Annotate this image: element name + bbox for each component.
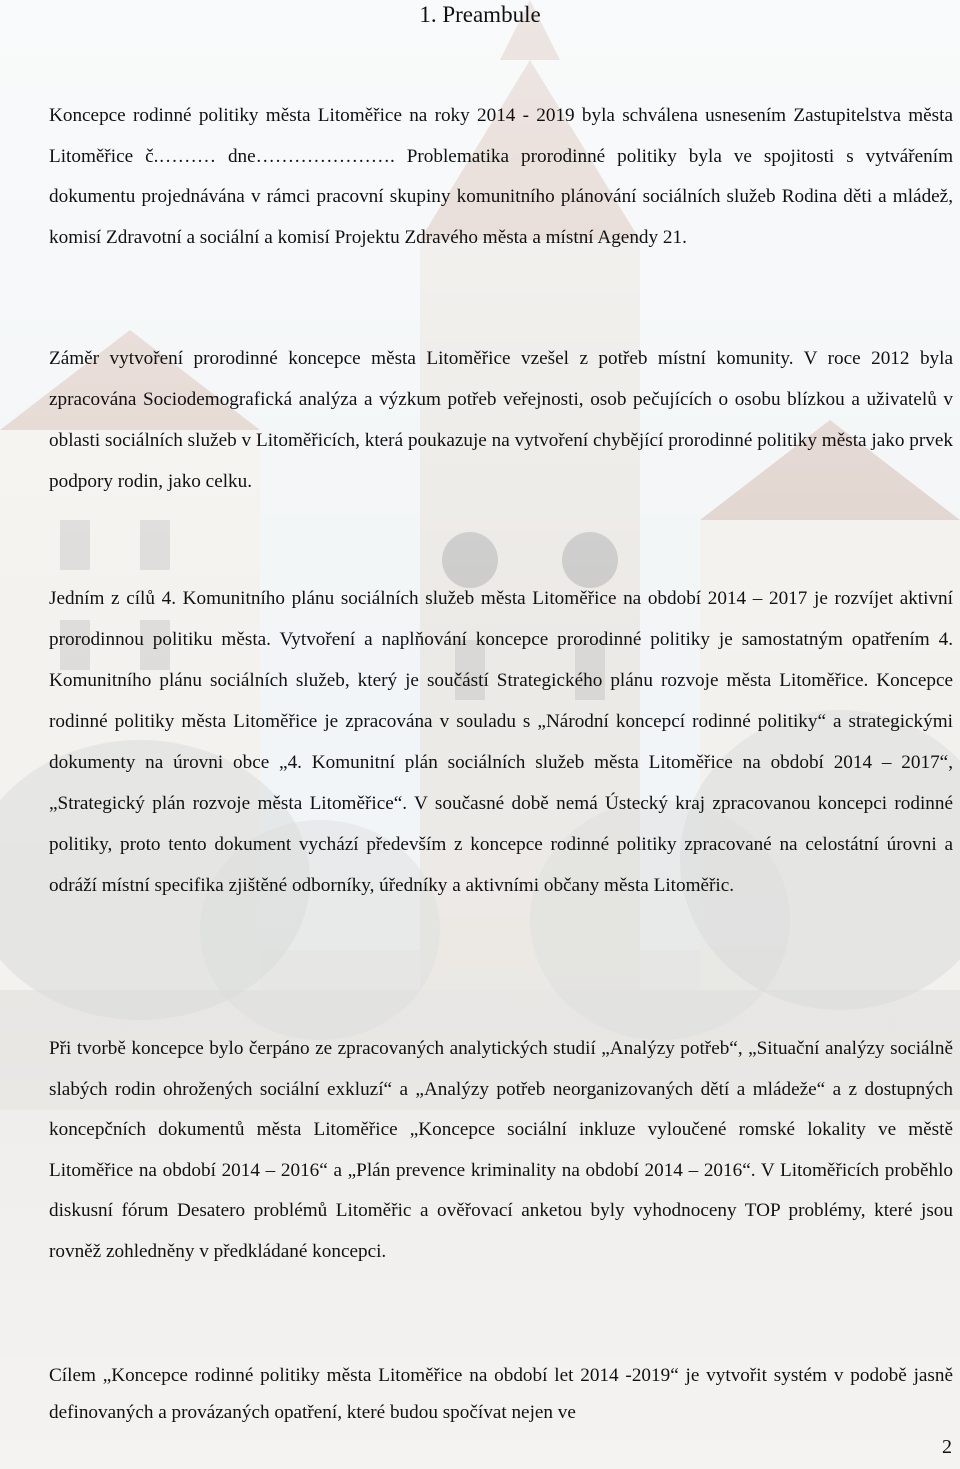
paragraph-1: Koncepce rodinné politiky města Litoměřice na roky 2014 - 2019 byla schválena usnesením Zastupitelstva města Litoměřice č.……… dne…………………. Problematika prorodinné politiky byla ve spojitosti s vytvářením dokumentu projednávána v rámci pracovní skupiny komunitního plánování sociálních služeb Rodina děti a mládež, komisí Zdravotní a sociální a komisí Projektu Zdravého města a místní Agendy 21. — [49, 105, 953, 248]
page-number: 2 — [942, 1436, 952, 1458]
section-heading: 1. Preambule — [419, 2, 541, 27]
paragraph-5: Cílem „Koncepce rodinné politiky města Litoměřice na období let 2014 -2019“ je vytvořit systém v podobě jasně definovaných a provázaných opatření, které budou spočívat nejen ve — [49, 1365, 953, 1423]
paragraph-4: Při tvorbě koncepce bylo čerpáno ze zpracovaných analytických studií „Analýzy potřeb“, „Situační analýzy sociálně slabých rodin ohrožených sociální exkluzí“ a „Analýzy potřeb neorganizovaných dětí a mládeže“ a z dostupných koncepčních dokumentů města Litoměřice „Koncepce sociální inkluze vyloučené romské lokality ve městě Litoměřice na období 2014 – 2016“ a „Plán prevence kriminality na období 2014 – 2016“. V Litoměřicích proběhlo diskusní fórum Desatero problémů Litoměřic a ověřovací anketou byly vyhodnoceny TOP problémy, které jsou rovněž zohledněny v předkládané koncepci. — [49, 1038, 953, 1262]
paragraph-2: Záměr vytvoření prorodinné koncepce města Litoměřice vzešel z potřeb místní komunity. V roce 2012 byla zpracována Sociodemografická analýza a výzkum potřeb veřejnosti, osob pečujících o osobu blízkou a uživatelů v oblasti sociálních služeb v Litoměřicích, která poukazuje na vytvoření chybějící prorodinné politiky města jako prvek podpory rodin, jako celku. — [49, 348, 953, 492]
paragraph-3: Jedním z cílů 4. Komunitního plánu sociálních služeb města Litoměřice na období 2014 – 2017 je rozvíjet aktivní prorodinnou politiku města. Vytvoření a naplňování koncepce prorodinné politiky je samostatným opatřením 4. Komunitního plánu sociálních služeb, který je součástí Strategického plánu rozvoje města Litoměřice. Koncepce rodinné politiky města Litoměřice je zpracována v souladu s „Národní koncepcí rodinné politiky“ a strategickými dokumenty na úrovni obce „4. Komunitní plán sociálních služeb města Litoměřice na období 2014 – 2017“, „Strategický plán rozvoje města Litoměřice“. V současné době nemá Ústecký kraj zpracovanou koncepci rodinné politiky, proto tento dokument vychází především z koncepce rodinné politiky zpracované na celostátní úrovni a odráží místní specifika zjištěné odborníky, úředníky a aktivními občany města Litoměřic. — [49, 588, 953, 896]
